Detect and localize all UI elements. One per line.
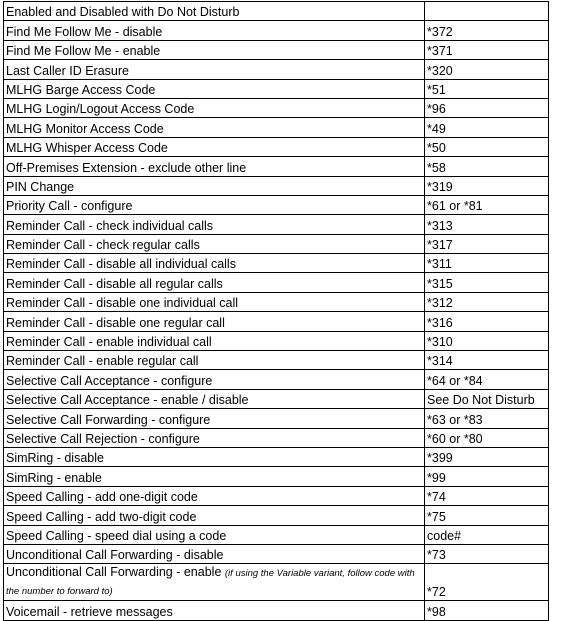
feature-label: MLHG Whisper Access Code [6, 141, 168, 156]
feature-cell [4, 118, 425, 137]
table-row [4, 351, 549, 370]
code-cell: *96 [425, 98, 549, 117]
feature-label: MLHG Monitor Access Code [6, 121, 164, 136]
feature-cell [4, 176, 425, 195]
feature-cell [4, 486, 425, 505]
feature-label: Unconditional Call Forwarding - enable [6, 565, 222, 580]
feature-code-sheet [3, 1, 549, 621]
feature-cell [4, 234, 425, 253]
feature-cell [4, 331, 425, 350]
feature-cell [4, 2, 425, 21]
feature-label: Last Caller ID Erasure [6, 63, 129, 78]
feature-cell [4, 564, 425, 601]
feature-label: Selective Call Acceptance - enable / disable [6, 393, 249, 408]
table-row [4, 312, 549, 331]
feature-cell [4, 98, 425, 117]
table-row [4, 564, 549, 601]
table-row [4, 370, 549, 389]
code-cell: *316 [425, 312, 549, 331]
feature-label: Reminder Call - enable regular call [6, 354, 199, 369]
table-row [4, 428, 549, 447]
code-cell: *99 [425, 467, 549, 486]
code-cell: *372 [425, 21, 549, 40]
feature-note: (if using the Variable variant, follow code with the number to forward to) [6, 568, 415, 598]
code-cell: code# [425, 525, 549, 544]
feature-cell [4, 79, 425, 98]
code-cell: *315 [425, 273, 549, 292]
code-cell: *320 [425, 60, 549, 79]
table-row [4, 40, 549, 59]
code-cell: *317 [425, 234, 549, 253]
code-cell: *58 [425, 157, 549, 176]
feature-label: MLHG Barge Access Code [6, 82, 156, 97]
feature-cell [4, 351, 425, 370]
feature-label: Reminder Call - check individual calls [6, 218, 214, 233]
table-row [4, 98, 549, 117]
code-cell: *399 [425, 447, 549, 466]
table-row [4, 467, 549, 486]
table-row [4, 544, 549, 563]
feature-cell [4, 40, 425, 59]
feature-label: Reminder Call - disable all individual calls [6, 257, 236, 272]
table-row [4, 2, 549, 21]
feature-cell [4, 215, 425, 234]
feature-label: Speed Calling - add two-digit code [6, 509, 197, 524]
feature-label: Reminder Call - disable one individual call [6, 296, 239, 311]
feature-cell [4, 428, 425, 447]
table-row [4, 447, 549, 466]
table-row [4, 486, 549, 505]
feature-cell [4, 544, 425, 563]
table-row [4, 254, 549, 273]
code-cell: *74 [425, 486, 549, 505]
feature-cell [4, 409, 425, 428]
feature-code-rows [4, 2, 549, 621]
code-cell: *63 or *83 [425, 409, 549, 428]
feature-label: Speed Calling - add one-digit code [6, 490, 198, 505]
code-cell: *64 or *84 [425, 370, 549, 389]
feature-label: SimRing - enable [6, 470, 102, 485]
feature-cell [4, 195, 425, 214]
feature-cell [4, 292, 425, 311]
feature-cell [4, 467, 425, 486]
code-cell: *60 or *80 [425, 428, 549, 447]
feature-cell [4, 525, 425, 544]
code-cell: *50 [425, 137, 549, 156]
feature-label: Priority Call - configure [6, 199, 133, 214]
code-cell: *371 [425, 40, 549, 59]
table-row [4, 79, 549, 98]
table-row [4, 176, 549, 195]
feature-code-table [3, 1, 549, 621]
table-row [4, 234, 549, 253]
table-row [4, 409, 549, 428]
table-row [4, 118, 549, 137]
feature-cell [4, 370, 425, 389]
feature-label: Voicemail - retrieve messages [6, 604, 173, 619]
table-row [4, 601, 549, 620]
feature-label: Find Me Follow Me - disable [6, 24, 163, 39]
feature-cell [4, 157, 425, 176]
code-cell: *75 [425, 506, 549, 525]
feature-cell [4, 60, 425, 79]
table-row [4, 525, 549, 544]
code-cell: *319 [425, 176, 549, 195]
code-cell: *49 [425, 118, 549, 137]
feature-label: SimRing - disable [6, 451, 104, 466]
feature-label: Selective Call Rejection - configure [6, 431, 200, 446]
feature-cell [4, 506, 425, 525]
feature-label: Reminder Call - disable all regular calls [6, 276, 223, 291]
feature-cell [4, 312, 425, 331]
feature-label: Reminder Call - disable one regular call [6, 315, 225, 330]
feature-cell [4, 601, 425, 620]
feature-cell [4, 273, 425, 292]
code-cell: *310 [425, 331, 549, 350]
code-cell: *314 [425, 351, 549, 370]
table-row [4, 331, 549, 350]
feature-label: MLHG Login/Logout Access Code [6, 102, 195, 117]
table-row [4, 215, 549, 234]
table-row [4, 506, 549, 525]
code-cell: *51 [425, 79, 549, 98]
code-cell: *61 or *81 [425, 195, 549, 214]
table-row [4, 137, 549, 156]
feature-label: Speed Calling - speed dial using a code [6, 528, 227, 543]
table-row [4, 273, 549, 292]
feature-cell [4, 21, 425, 40]
feature-label: Reminder Call - check regular calls [6, 238, 200, 253]
feature-label: Find Me Follow Me - enable [6, 44, 161, 59]
code-cell: *311 [425, 254, 549, 273]
feature-label: Enabled and Disabled with Do Not Disturb [6, 5, 240, 20]
table-row [4, 389, 549, 408]
feature-label: Selective Call Forwarding - configure [6, 412, 211, 427]
feature-cell [4, 447, 425, 466]
table-row [4, 157, 549, 176]
code-cell: *312 [425, 292, 549, 311]
code-cell: *313 [425, 215, 549, 234]
code-cell: *73 [425, 544, 549, 563]
feature-label: Reminder Call - enable individual call [6, 335, 212, 350]
code-cell: *72 [425, 564, 549, 601]
table-row [4, 292, 549, 311]
feature-label: PIN Change [6, 179, 75, 194]
table-row [4, 21, 549, 40]
table-row [4, 195, 549, 214]
feature-cell [4, 137, 425, 156]
code-cell: *98 [425, 601, 549, 620]
feature-label: Off-Premises Extension - exclude other line [6, 160, 247, 175]
feature-label: Unconditional Call Forwarding - disable [6, 548, 224, 563]
table-row [4, 60, 549, 79]
feature-cell [4, 254, 425, 273]
feature-cell [4, 389, 425, 408]
feature-label: Selective Call Acceptance - configure [6, 373, 213, 388]
code-cell: See Do Not Disturb [425, 389, 549, 408]
code-cell [425, 2, 549, 21]
